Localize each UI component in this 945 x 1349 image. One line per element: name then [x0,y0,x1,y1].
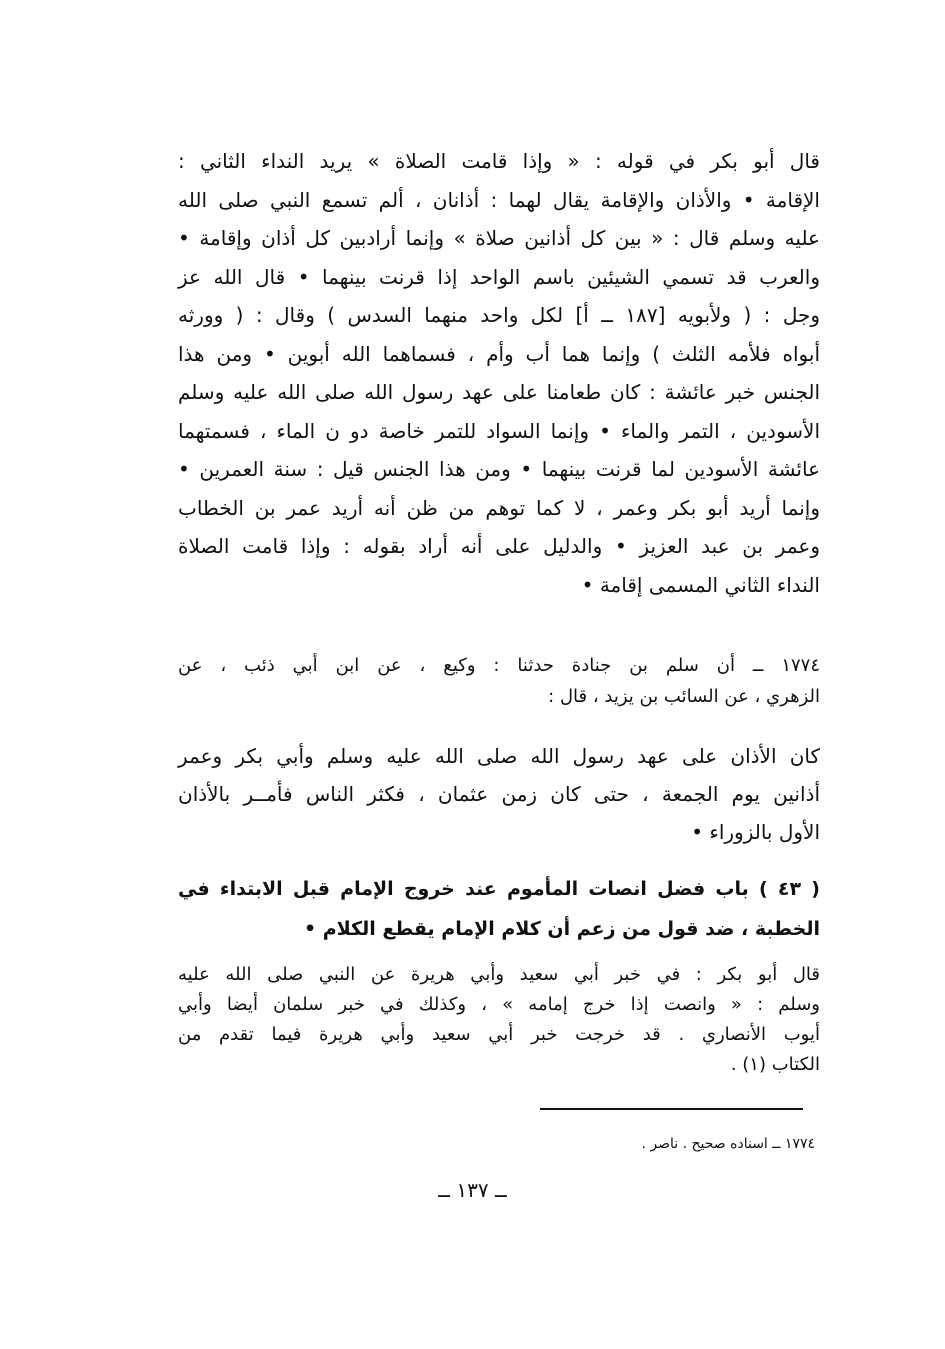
chapter-heading [178,869,820,949]
text-line: الأول بالزوراء • [691,820,820,844]
heading-line: ( ٤٣ ) باب فضل انصات المأموم عند خروج الإمام قبل الابتداء في [178,878,820,900]
text-line: الكتاب (١) . [730,1054,820,1075]
text-line: وسلم : « وانصت إذا خرج إمامه » ، وكذلك في خبر سلمان أيضا وأبي [178,994,820,1015]
paragraph-commentary [178,142,820,604]
text-line: الإقامة • والأذان والإقامة يقال لهما : أذانان ، ألم تسمع النبي صلى الله [178,187,820,212]
text-line: عائشة الأسودين لما قرنت بينهما • ومن هذا الجنس قيل : سنة العمرين • [178,457,820,481]
text-line: أذانين يوم الجمعة ، حتى كان زمن عثمان ، فكثر الناس فأمــر بالأذان [178,782,820,806]
text-line: وجل : ( ولأبويه [١٨٧ ــ أ] لكل واحد منهما السدس ) وقال : ( وورثه [178,303,820,327]
text-line: قال أبو بكر في قوله : « وإذا قامت الصلاة » يريد النداء الثاني : [178,149,820,173]
hadith-chain [178,650,820,712]
text-line: وعمر بن عبد العزيز • والدليل على أنه أراد بقوله : وإذا قامت الصلاة [178,534,820,558]
text-line: عليه وسلم قال : « بين كل أذانين صلاة » وإنما أرادبين كل أذان وإقامة • [178,226,820,250]
text-line: الزهري ، عن السائب بن يزيد ، قال : [548,686,820,707]
page-number: ــ ١٣٧ ــ [438,1178,507,1202]
paragraph-commentary-2 [178,960,820,1080]
text-line: وإنما أريد أبو بكر وعمر ، لا كما توهم من ظن أنه أريد عمر بن الخطاب [178,495,820,520]
text-line: الجنس خبر عائشة : كان طعامنا على عهد رسول الله صلى الله عليه وسلم [178,380,820,404]
text-line: أيوب الأنصاري . قد خرجت خبر أبي سعيد وأبي هريرة فيما تقدم من [178,1024,820,1045]
footnote: ١٧٧٤ ــ اسناده صحيح . ناصر . [641,1136,815,1152]
text-line: أبواه فلأمه الثلث ) وإنما هما أب وأم ، فسماهما الله أبوين • ومن هذا [178,341,820,366]
text-line: النداء الثاني المسمى إقامة • [581,572,820,597]
footnote-divider [540,1108,803,1110]
text-line: والعرب قد تسمي الشيئين باسم الواحد إذا قرنت بينهما • قال الله عز [178,264,820,289]
text-line: ١٧٧٤ ــ أن سلم بن جنادة حدثنا : وكيع ، عن ابن أبي ذئب ، عن [178,655,820,676]
text-line: كان الأذان على عهد رسول الله صلى الله عليه وسلم وأبي بكر وعمر [178,744,820,768]
text-line: الأسودين ، التمر والماء • وإنما السواد للتمر خاصة دو ن الماء ، فسمتهما [178,418,820,443]
heading-line: الخطبة ، ضد قول من زعم أن كلام الإمام يقطع الكلام • [303,918,820,940]
text-line: قال أبو بكر : في خبر أبي سعيد وأبي هريرة عن النبي صلى الله عليه [178,964,820,985]
hadith-text [178,737,820,851]
